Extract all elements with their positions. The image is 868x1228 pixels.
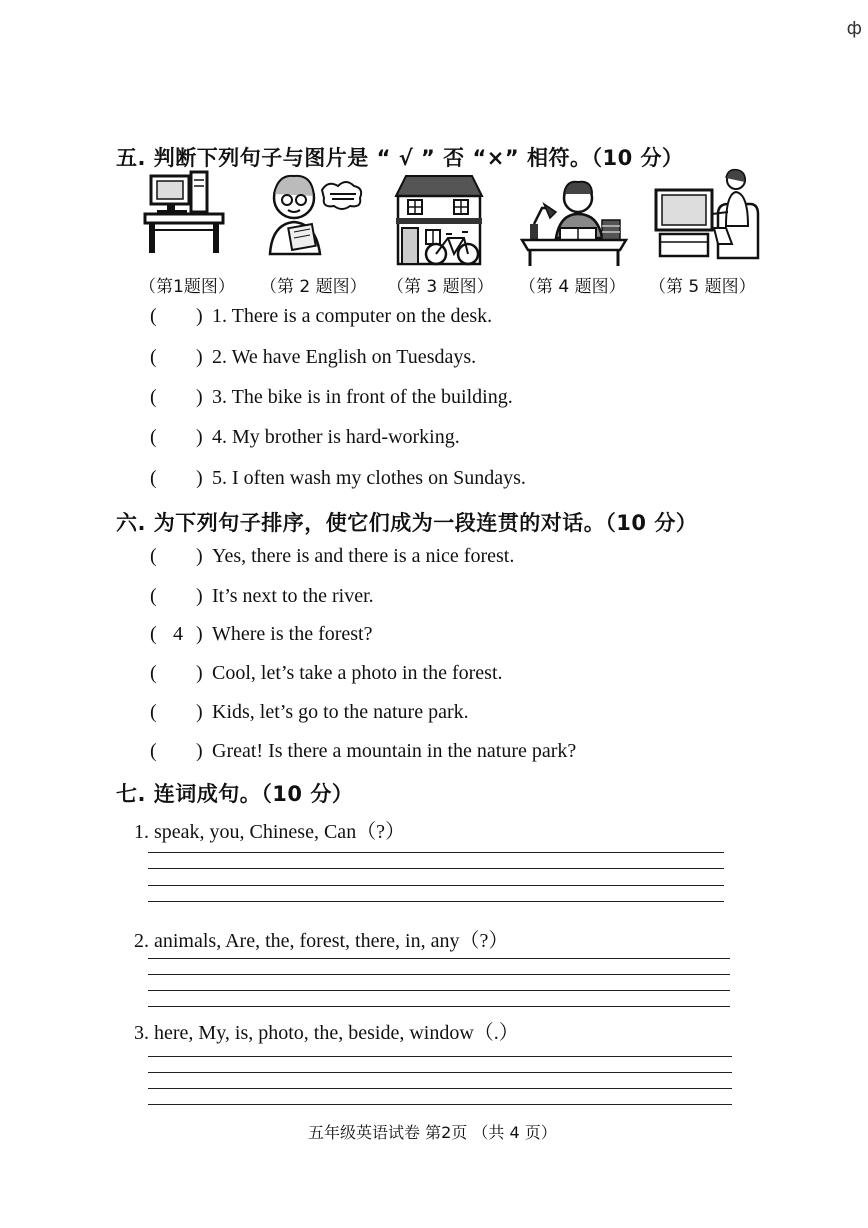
tv-watching-icon bbox=[652, 168, 760, 268]
reading-teacher-icon bbox=[262, 168, 368, 268]
writing-line[interactable] bbox=[148, 1056, 732, 1057]
judge-item-3 bbox=[150, 386, 513, 409]
page-footer: 五年级英语试卷 第2页 （共 4 页） bbox=[308, 1123, 557, 1142]
judge-item-4 bbox=[150, 426, 460, 449]
order-item-4 bbox=[150, 662, 503, 685]
picture-caption-3: （第 3 题图） bbox=[387, 277, 494, 297]
answer-blank[interactable]: ( ) bbox=[150, 386, 203, 408]
answer-blank[interactable]: ( ) bbox=[150, 467, 203, 489]
writing-line bbox=[148, 1088, 732, 1089]
answer-blank[interactable]: ( ) bbox=[150, 662, 203, 684]
picture-caption-4: （第 4 题图） bbox=[519, 277, 626, 297]
writing-line bbox=[148, 1006, 730, 1007]
order-item-2 bbox=[150, 585, 374, 608]
building-bike-icon bbox=[392, 168, 486, 268]
answer-blank[interactable]: ( ) bbox=[150, 740, 203, 762]
picture-caption-5: （第 5 题图） bbox=[649, 277, 756, 297]
order-item-6 bbox=[150, 740, 576, 763]
sentence-prompt-2: 2. animals, Are, the, forest, there, in, any（?） bbox=[134, 930, 509, 952]
order-item-text: It’s next to the river. bbox=[212, 585, 374, 607]
order-item-text: Yes, there is and there is a nice forest. bbox=[212, 545, 515, 567]
judge-item-5 bbox=[150, 467, 526, 490]
answer-blank[interactable]: ( ) bbox=[150, 305, 203, 327]
sentence-prompt-1: 1. speak, you, Chinese, Can（?） bbox=[134, 821, 406, 843]
writing-line bbox=[148, 1072, 732, 1073]
writing-line[interactable] bbox=[148, 852, 724, 853]
answer-blank[interactable]: ( ) bbox=[150, 426, 203, 448]
writing-line bbox=[148, 901, 724, 902]
order-item-text: Great! Is there a mountain in the nature park? bbox=[212, 740, 577, 762]
corner-mark: ф bbox=[846, 18, 862, 39]
section5-title: 五. 判断下列句子与图片是 “ √ ” 否 “×” 相符。（10 分） bbox=[116, 146, 684, 170]
picture-caption-2: （第 2 题图） bbox=[260, 277, 367, 297]
answer-blank[interactable]: ( ) bbox=[150, 346, 203, 368]
answer-blank[interactable]: ( ) bbox=[150, 585, 203, 607]
order-item-5 bbox=[150, 701, 469, 724]
picture-caption-1: （第1题图） bbox=[139, 277, 235, 297]
order-item-text: Kids, let’s go to the nature park. bbox=[212, 701, 469, 723]
judge-item-2 bbox=[150, 346, 476, 369]
answer-blank[interactable]: ( 4 ) bbox=[150, 623, 203, 645]
order-item-1 bbox=[150, 545, 514, 568]
order-item-text: Where is the forest? bbox=[212, 623, 373, 645]
writing-line bbox=[148, 974, 730, 975]
writing-line bbox=[148, 885, 724, 886]
answer-blank[interactable]: ( ) bbox=[150, 545, 203, 567]
section6-title: 六. 为下列句子排序，使它们成为一段连贯的对话。（10 分） bbox=[116, 511, 698, 535]
writing-line[interactable] bbox=[148, 958, 730, 959]
section7-title: 七. 连词成句。（10 分） bbox=[116, 782, 354, 806]
sentence-prompt-3: 3. here, My, is, photo, the, beside, window（.） bbox=[134, 1022, 519, 1044]
order-item-text: Cool, let’s take a photo in the forest. bbox=[212, 662, 503, 684]
judge-item-1 bbox=[150, 305, 492, 328]
judge-item-text: 2. We have English on Tuesdays. bbox=[212, 346, 477, 368]
writing-line bbox=[148, 1104, 732, 1105]
computer-desk-icon bbox=[143, 168, 227, 268]
answer-blank[interactable]: ( ) bbox=[150, 701, 203, 723]
writing-line bbox=[148, 868, 724, 869]
judge-item-text: 5. I often wash my clothes on Sundays. bbox=[212, 467, 526, 489]
order-item-3 bbox=[150, 623, 372, 646]
studying-boy-icon bbox=[520, 168, 628, 268]
writing-line bbox=[148, 990, 730, 991]
judge-item-text: 1. There is a computer on the desk. bbox=[212, 305, 493, 327]
judge-item-text: 4. My brother is hard-working. bbox=[212, 426, 460, 448]
judge-item-text: 3. The bike is in front of the building. bbox=[212, 386, 513, 408]
